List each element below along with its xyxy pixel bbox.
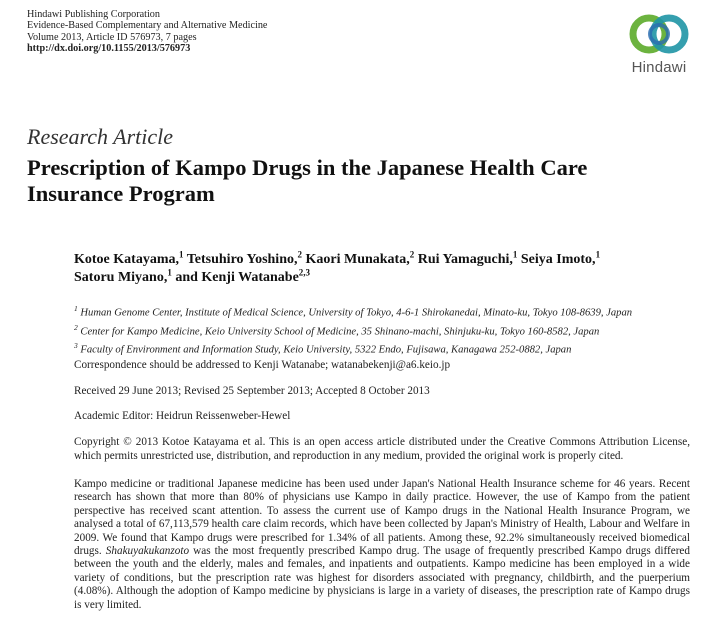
volume-info: Volume 2013, Article ID 576973, 7 pages [27, 31, 197, 43]
author: Rui Yamaguchi,$^1$ [417, 249, 518, 267]
author: and Kenji Watanabe$^{2,3}$ [175, 267, 311, 285]
article-type: Research Article [27, 124, 174, 149]
affiliation: $^3$ Faculty of Environment and Information Study, Keio University, 5322 Endo, Fujisawa, Kanagawa 252-0882, Japan [74, 341, 572, 356]
received-dates: Received 29 June 2013; Revised 25 September 2013; Accepted 8 October 2013 [74, 385, 430, 397]
author-list [74, 251, 694, 287]
publisher-name: Hindawi Publishing Corporation [27, 9, 160, 20]
doi-link[interactable]: http://dx.doi.org/10.1155/2013/576973 [27, 43, 191, 55]
author: Satoru Miyano,$^1$ [74, 267, 172, 285]
affiliation: $^1$ Human Genome Center, Institute of Medical Science, University of Tokyo, 4-6-1 Shirokanedai, Minato-ku, Tokyo 108-8639, Japan [74, 304, 633, 319]
affiliation: $^2$ Center for Kampo Medicine, Keio University School of Medicine, 35 Shinano-machi, Shinjuku-ku, Tokyo 160-8582, Japan [74, 322, 600, 338]
author: Kaori Munakata,$^2$ [305, 249, 415, 267]
journal-name: Evidence-Based Complementary and Alternative Medicine [27, 20, 268, 32]
hindawi-logo [618, 10, 700, 80]
logo-wordmark: Hindawi [631, 59, 687, 76]
journal-header [27, 9, 267, 55]
copyright-notice: Copyright © 2013 Kotoe Katayama et al. This is an open access article distributed under the Creative Commons Attribution License, which permits unrestricted use, distribution, and reproduction in any medium, provided the original work is properly cited. [74, 436, 690, 462]
academic-editor: Academic Editor: Heidrun Reissenweber-Hewel [74, 410, 291, 422]
author: Tetsuhiro Yoshino,$^2$ [186, 249, 302, 267]
author: Seiya Imoto,$^1$ [520, 249, 601, 267]
author: Kotoe Katayama,$^1$ [74, 249, 184, 267]
drug-name-italic: Shakuyakukanzoto [105, 545, 190, 558]
correspondence-note: Correspondence should be addressed to Kenji Watanabe; watanabekenji@a6.keio.jp [74, 359, 451, 371]
abstract: Kampo medicine or traditional Japanese medicine has been used under Japan's National Health Insurance scheme for 46 years. Recent research has shown that more than 80% of physicians use Kampo in daily practice. However, the use of Kampo from the patient perspective has received scant attention. To assess the current use of Kampo drugs in the National Health Insurance Program, we analysed a total of 67,113,579 health care claim records, which have been collected by Japan's Ministry of Health, Labour and Welfare in 2009. We found that Kampo drugs were prescribed for 1.34% of all patients. Among these, 92.2% simultaneously received biomedical drugs. Shakuyakukanzoto was the most frequently prescribed Kampo drug. The usage of frequently prescribed Kampo drugs differed between the youth and the elderly, males and females, and inpatients and outpatients. Kampo medicine has been employed in a wide variety of conditions, but the prescription rate was highest for disorders associated with pregnancy, childbirth, and the puerperium (4.08%). Although the adoption of Kampo medicine by physicians is large in a variety of diseases, the prescription rate of Kampo drugs is very limited. [74, 478, 690, 611]
hindawi-rings-icon [627, 10, 691, 58]
article-title: Prescription of Kampo Drugs in the Japanese Health Care Insurance Program [27, 155, 588, 206]
affiliation-list [74, 302, 694, 358]
